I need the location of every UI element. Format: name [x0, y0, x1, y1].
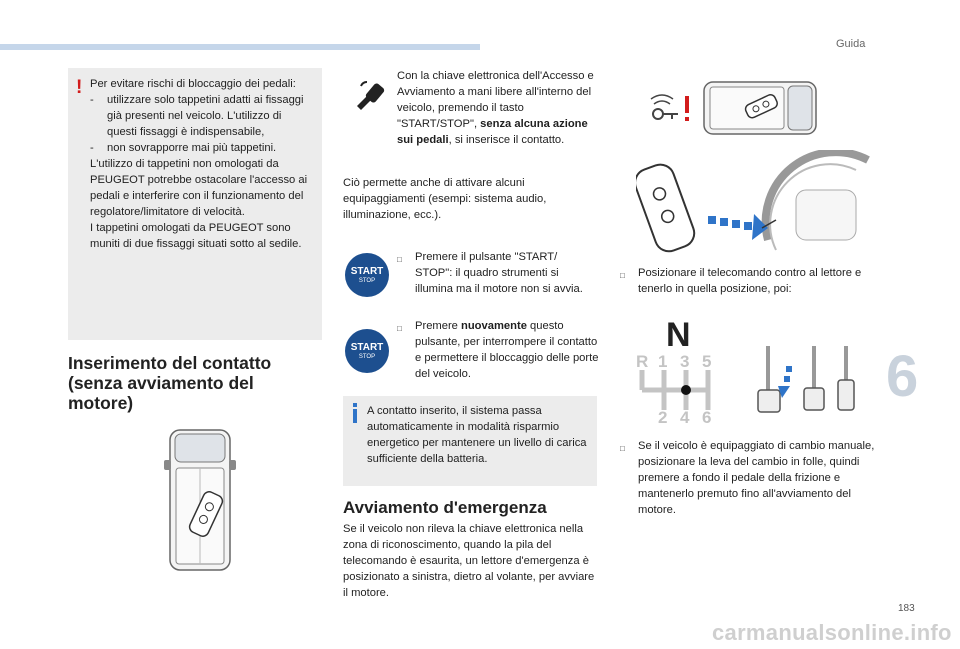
start-stop-button-icon — [345, 253, 389, 297]
bullet-text: Se il veicolo è equipaggiato di cambio manuale, posizionare la leva del cambio in folle, quindi premere a fondo il pedale della frizione e mantenerlo premuto fino all'avviamento del motore. — [638, 440, 875, 516]
bullet-manual-gearbox — [620, 438, 878, 518]
bullet-text: Posizionare il telecomando contro al lettore e tenerlo in quella posizione, poi: — [638, 267, 862, 295]
bullet-square-icon: □ — [620, 444, 625, 453]
warning-item-text: utilizzare solo tappetini adatti ai fissaggi già presenti nel veicolo. L'utilizzo di questi fissaggi è indispensabile, — [107, 94, 304, 138]
start-stop-button-icon — [345, 329, 389, 373]
gear-6: 6 — [702, 408, 712, 427]
watermark: carmanualsonline.info — [712, 620, 952, 645]
chapter-number: 6 — [886, 344, 919, 409]
key-warning-icon — [648, 92, 694, 124]
info-box — [343, 396, 597, 486]
bullet-press-again — [397, 318, 602, 382]
bullet-square-icon: □ — [397, 255, 402, 264]
start-label: START — [350, 341, 384, 353]
gear-3: 3 — [680, 352, 690, 371]
warning-item: - non sovrapporre mai più tappetini. — [90, 142, 277, 154]
van-top-view-small-illustration — [700, 74, 820, 140]
info-icon — [353, 403, 357, 423]
bullet-position-remote — [620, 265, 878, 297]
also-paragraph: Ciò permette anche di attivare alcuni equipaggiamenti (esempi: sistema audio, illuminazione, ecc.). — [343, 177, 547, 221]
bullet-square-icon: □ — [620, 271, 625, 280]
gear-4: 4 — [680, 408, 690, 427]
van-top-view-illustration — [160, 424, 240, 574]
bullet-square-icon: □ — [397, 324, 402, 333]
start-label: START — [350, 265, 384, 277]
intro-bold: senza alcuna azione sui pedali — [397, 118, 588, 146]
gear-r: R — [636, 352, 649, 371]
bullet-press-start — [397, 249, 597, 297]
warning-paragraph: I tappetini omologati da PEUGEOT sono muniti di due fissaggi situati sotto al sedile. — [90, 222, 302, 250]
warning-icon: ! — [76, 77, 83, 98]
emergency-paragraph: Se il veicolo non rileva la chiave elettronica nella zona di riconoscimento, quando la pila del telecomando è esaurita, un lettore d'emergenza è posizionato a sinistra, dietro al volante, per avviare il motore. — [343, 523, 595, 599]
pedals-illustration — [740, 344, 864, 420]
intro-text: Con la chiave elettronica dell'Accesso e Avviamento a mani libere all'interno del veicolo, premendo il tasto "START/STOP", — [397, 70, 594, 130]
warning-paragraph: L'utilizzo di tappetini non omologati da PEUGEOT potrebbe ostacolare l'accesso ai pedali e interferire con il funzionamento del regolatore/limitatore di velocità. — [90, 158, 308, 218]
bullet-text-bold: nuovamente — [461, 320, 527, 332]
gear-5: 5 — [702, 352, 712, 371]
stop-label: STOP — [358, 277, 376, 284]
page-number: 183 — [898, 603, 915, 614]
stop-label: STOP — [358, 353, 376, 360]
heading-emergency-start: Avviamento d'emergenza — [343, 498, 547, 517]
intro-paragraph — [397, 68, 597, 148]
info-text: A contatto inserito, il sistema passa automaticamente in modalità risparmio energetico per mantenere un livello di carica sufficiente della batteria. — [367, 405, 587, 465]
gear-1: 1 — [658, 352, 668, 371]
warning-box — [68, 68, 322, 340]
bullet-text — [415, 318, 602, 382]
warning-intro: Per evitare rischi di bloccaggio dei pedali: — [90, 78, 296, 90]
gear-neutral-label: N — [666, 316, 691, 354]
heading-insert-contact: Inserimento del contatto (senza avviamento del motore) — [68, 353, 272, 413]
header-accent-bar — [0, 44, 480, 50]
gear-top-row — [632, 352, 722, 372]
gear-2: 2 — [658, 408, 668, 427]
key-reader-steering-wheel-illustration — [636, 150, 870, 268]
bullet-text: Premere il pulsante "START/ STOP": il quadro strumenti si illumina ma il motore non si avvia. — [415, 251, 583, 295]
bullet-text-post: questo pulsante, per interrompere il contatto e permettere il bloccaggio delle porte del veicolo. — [415, 320, 599, 380]
warning-item: - utilizzare solo tappetini adatti ai fissaggi già presenti nel veicolo. L'utilizzo di questi fissaggi è indispensabile, — [90, 92, 314, 140]
bullet-text-pre: Premere — [415, 320, 462, 332]
section-label: Guida — [836, 38, 866, 50]
intro-text: , si inserisce il contatto. — [448, 134, 565, 146]
warning-item-text: non sovrapporre mai più tappetini. — [107, 142, 277, 154]
gear-bottom-row — [632, 408, 722, 430]
hand-key-icon — [353, 78, 387, 112]
